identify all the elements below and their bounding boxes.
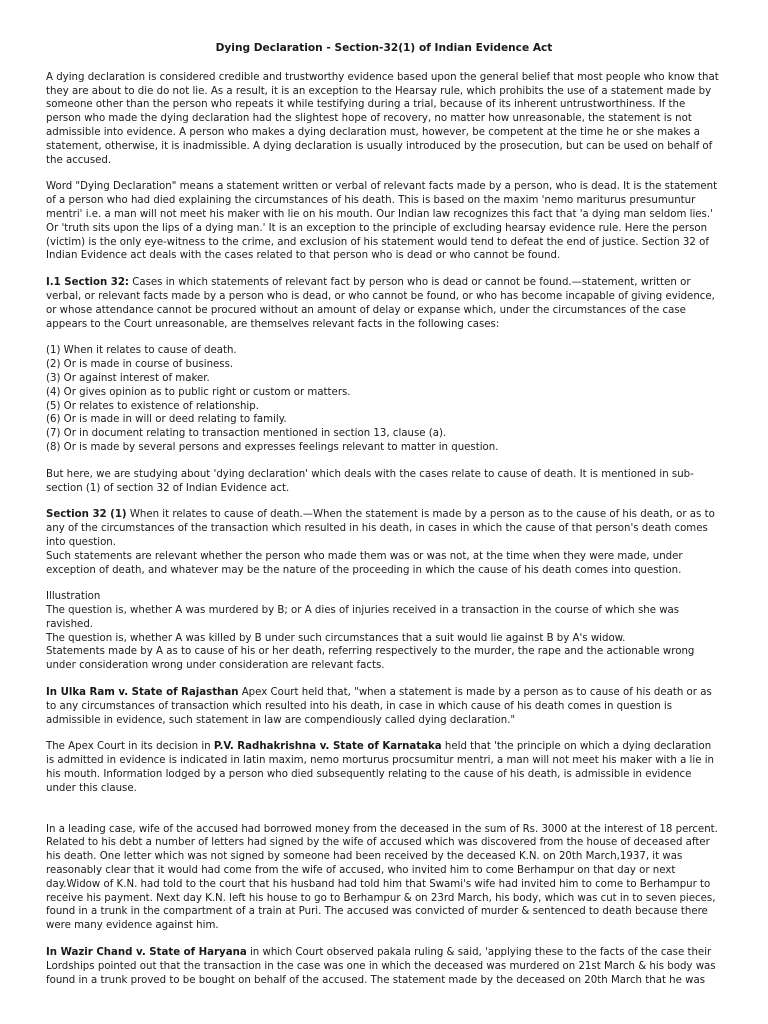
list-item: (4) Or gives opinion as to public right or custom or matters. — [46, 386, 351, 398]
section-32-1-continued: Such statements are relevant whether the person who made them was or was not, at the time when they were made, under exception of death, and whatever may be the nature of the proceeding in which the cause of his death comes into question. — [46, 550, 683, 576]
section-32-1-text: When it relates to cause of death.—When the statement is made by a person as to the cause of his death, or as to any of the circumstances of the transaction which resulted in his death, in cases in which the cause of that person's death comes into question. — [46, 509, 715, 548]
illustration-line: The question is, whether A was murdered by B; or A dies of injuries received in a transaction in the course of which she was ravished. — [46, 605, 680, 630]
illustration-line: Statements made by A as to cause of his or her death, referring respectively to the murder, the rape and the actionable wrong under consideration wrong under consideration are relevant facts. — [46, 646, 695, 672]
section-32-heading: I.1 Section 32: — [46, 277, 129, 289]
list-item: (3) Or against interest of maker. — [46, 372, 210, 384]
radhakrishna-prefix: The Apex Court in its decision in — [46, 741, 214, 753]
ulka-ram-case: In Ulka Ram v. State of Rajasthan — [46, 687, 239, 699]
document-title: Dying Declaration - Section-32(1) of Indian Evidence Act — [215, 42, 553, 54]
section-32-1-paragraph — [46, 508, 722, 549]
radhakrishna-paragraph — [46, 740, 722, 795]
wazir-chand-text: in which Court observed pakala ruling & said, 'applying these to the facts of the case their Lordships pointed out that the transaction in the case was one in which the deceased was murdered on 21st March & his body was found in a trunk proved to be bought on behalf of the accused. The statement made by the deceased on 20th March that he was — [46, 947, 716, 986]
list-item: (5) Or relates to existence of relationship. — [46, 400, 259, 412]
radhakrishna-text: held that 'the principle on which a dying declaration is admitted in evidence is indicated in latin maxim, nemo morturus procsumitur mentri, a man will not meet his maker with a lie in his mouth. Information lodged by a person who died subsequently relating to the cause of his death, is admissible in evidence under this clause. — [46, 741, 715, 794]
ulka-ram-text: Apex Court held that, "when a statement is made by a person as to cause of his death or as to any circumstances of transaction which resulted into his death, in case in which cause of his death comes in question is admissible in evidence, such statement in law are compendiously called dying declaration." — [46, 687, 712, 726]
section-32-paragraph — [46, 276, 722, 331]
spacer — [46, 809, 722, 823]
ulka-ram-paragraph — [46, 686, 722, 727]
list-item: (1) When it relates to cause of death. — [46, 345, 237, 357]
radhakrishna-case: P.V. Radhakrishna v. State of Karnataka — [213, 741, 442, 753]
definition-paragraph: Word "Dying Declaration" means a statement written or verbal of relevant facts made by a person, who is dead. It is the statement of a person who had died explaining the circumstances of his death. This is based on the maxim 'nemo mariturus presumuntur mentri' i.e. a man will not meet his maker with lie on his mouth. Our Indian law recognizes this fact that 'a dying man seldom lies.' Or 'truth sits upon the lips of a dying man.' It is an exception to the principle of excluding hearsay evidence rule. Here the person (victim) is the only eye-witness to the crime, and exclusion of his statement would tend to defeat the end of justice. Section 32 of Indian Evidence act deals with the cases related to that person who is dead or who cannot be found. — [46, 181, 718, 262]
intro-paragraph: A dying declaration is considered credible and trustworthy evidence based upon the general belief that most people who know that they are about to die do not lie. As a result, it is an exception to the Hearsay rule, which prohibits the use of a statement made by someone other than the person who repeats it while testifying during a trial, because of its inherent untrustworthiness. If the person who made the dying declaration had the slightest hope of recovery, no matter how unreasonable, the statement is not admissible into evidence. A person who makes a dying declaration must, however, be competent at the time he or she makes a statement, otherwise, it is inadmissible. A dying declaration is usually introduced by the prosecution, but can be used on behalf of the accused. — [46, 71, 719, 166]
illustration-label: Illustration — [46, 591, 101, 603]
illustration-block — [46, 590, 722, 673]
section-32-text: Cases in which statements of relevant fact by person who is dead or cannot be found.—statement, written or verbal, or relevant facts made by a person who is dead, or who cannot be found, or who has become incapable of giving evidence, or whose attendance cannot be procured without an amount of delay or expanse which, under the circumstances of the case appears to the Court unreasonable, are themselves relevant facts in the following cases: — [46, 277, 715, 330]
leading-case-paragraph: In a leading case, wife of the accused had borrowed money from the deceased in the sum of Rs. 3000 at the interest of 18 percent. Related to his debt a number of letters had signed by the wife of accused which was discovered from the house of deceased after his death. One letter which was not signed by someone had been received by the deceased K.N. on 20th March,1937, it was reasonably clear that it would had come from the wife of accused, who invited him to come Berhampur on that day or next day.Widow of K.N. had told to the court that his husband had told him that Swami's wife had invited him to come to Berhampur to receive his payment. Next day K.N. left his house to go to Berhampur & on 23rd March, his body, which was cut in to seven pieces, found in a trunk in the compartment of a train at Puri. The accused was convicted of murder & sentenced to death because there were many evidence against him. — [46, 823, 718, 932]
list-item: (6) Or is made in will or deed relating to family. — [46, 414, 287, 426]
list-item: (7) Or in document relating to transaction mentioned in section 13, clause (a). — [46, 428, 447, 440]
wazir-chand-case: In Wazir Chand v. State of Haryana — [46, 947, 247, 959]
illustration-line: The question is, whether A was killed by B under such circumstances that a suit would lie against B by A's widow. — [46, 632, 626, 644]
scope-paragraph: But here, we are studying about 'dying declaration' which deals with the cases relate to cause of death. It is mentioned in sub-section (1) of section 32 of Indian Evidence act. — [46, 468, 694, 494]
section-32-1-heading: Section 32 (1) — [46, 509, 127, 521]
list-item: (2) Or is made in course of business. — [46, 359, 234, 371]
list-item: (8) Or is made by several persons and expresses feelings relevant to matter in question. — [46, 441, 499, 453]
wazir-chand-paragraph — [46, 946, 722, 987]
cases-list — [46, 344, 722, 454]
